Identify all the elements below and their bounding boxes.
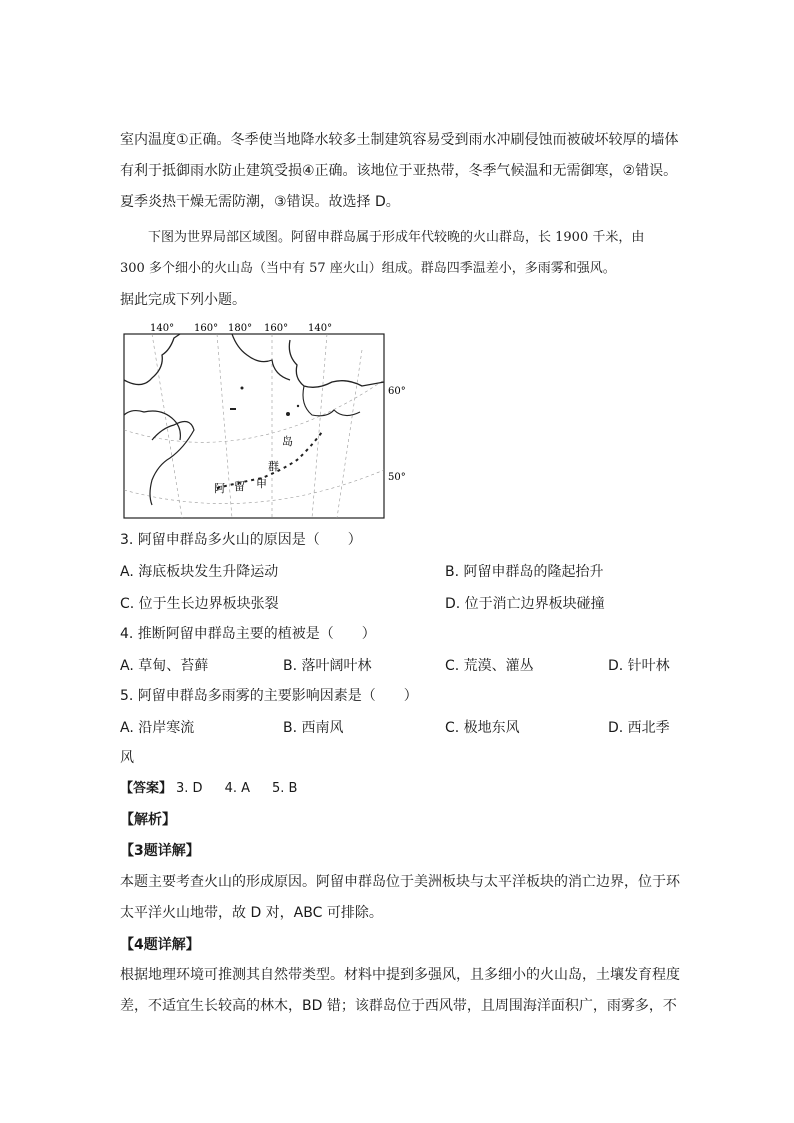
lon-label-2: 160° (194, 323, 219, 334)
answer-3: 3. D (176, 781, 203, 796)
lon-label-5: 140° (308, 323, 333, 334)
aleutian-map (122, 320, 412, 520)
q3-option-b: B. 阿留申群岛的隆起抬升 (445, 564, 604, 580)
q4-option-a: A. 草甸、苔藓 (120, 658, 209, 674)
lat-label-60: 60° (388, 386, 406, 397)
detail-3-title: 【3题详解】 (120, 843, 200, 859)
q5-option-c: C. 极地东风 (445, 720, 520, 736)
intro-line-3: 夏季炎热干燥无需防潮，③错误。故选择 D。 (120, 194, 400, 210)
q5-option-b: B. 西南风 (283, 720, 344, 736)
lon-label-3: 180° (228, 323, 253, 334)
island-label-3: 申 (256, 477, 267, 490)
answer-5: 5. B (272, 781, 298, 796)
q5-option-d: D. 西北季 (608, 720, 670, 736)
intro-line-2: 有利于抵御雨水防止建筑受损④正确。该地位于亚热带，冬季气候温和无需御寒，②错误。 (120, 163, 678, 179)
q4-option-b: B. 落叶阔叶林 (283, 658, 372, 674)
island-label-5: 岛 (282, 435, 293, 448)
map-frame (124, 334, 384, 518)
detail-3-text: 本题主要考查火山的形成原因。阿留申群岛位于美洲板块与太平洋板块的消亡边界，位于环太平洋火山地带，故 D 对，ABC 可排除。 (120, 874, 680, 921)
q3-option-c: C. 位于生长边界板块张裂 (120, 596, 279, 612)
detail-4-text: 根据地理环境可推测其自然带类型。材料中提到多强风，且多细小的火山岛，土壤发育程度差，不适宜生长较高的林木，BD 错；该群岛位于西风带，且周围海洋面积广，雨雾多，不 (120, 967, 680, 1014)
question-5-stem: 5. 阿留申群岛多雨雾的主要影响因素是（ ） (120, 688, 418, 704)
q3-option-d: D. 位于消亡边界板块碰撞 (445, 596, 605, 612)
material-prompt: 据此完成下列小题。 (120, 292, 246, 308)
lon-label-1: 140° (150, 323, 175, 334)
answer-row (120, 779, 319, 799)
material-line-1: 下图为世界局部区域图。阿留申群岛属于形成年代较晚的火山群岛，长 1900 千米，由 (148, 230, 645, 245)
lon-label-4: 160° (264, 323, 289, 334)
detail-4-title: 【4题详解】 (120, 937, 200, 953)
q4-option-d: D. 针叶林 (608, 658, 670, 674)
question-4-stem: 4. 推断阿留申群岛主要的植被是（ ） (120, 626, 376, 642)
lat-label-50: 50° (388, 472, 406, 483)
answer-label: 【答案】 (120, 781, 173, 796)
intro-line-1: 室内温度①正确。冬季使当地降水较多土制建筑容易受到雨水冲刷侵蚀而被破坏较厚的墙体 (120, 132, 679, 148)
q4-option-c: C. 荒漠、灌丛 (445, 658, 534, 674)
island-label-1: 阿 (214, 482, 225, 495)
analysis-heading: 【解析】 (120, 812, 176, 828)
question-3-stem: 3. 阿留申群岛多火山的原因是（ ） (120, 532, 362, 548)
material-line-2: 300 多个细小的火山岛（当中有 57 座火山）组成。群岛四季温差小，多雨雾和强风。 (120, 261, 616, 276)
island-label-2: 留 (234, 480, 245, 493)
answer-4: 4. A (224, 781, 250, 796)
q3-option-a: A. 海底板块发生升降运动 (120, 564, 279, 580)
q5-option-a: A. 沿岸寒流 (120, 720, 195, 736)
q5-option-d-wrap: 风 (120, 750, 134, 766)
island-label-4: 群 (268, 460, 279, 473)
